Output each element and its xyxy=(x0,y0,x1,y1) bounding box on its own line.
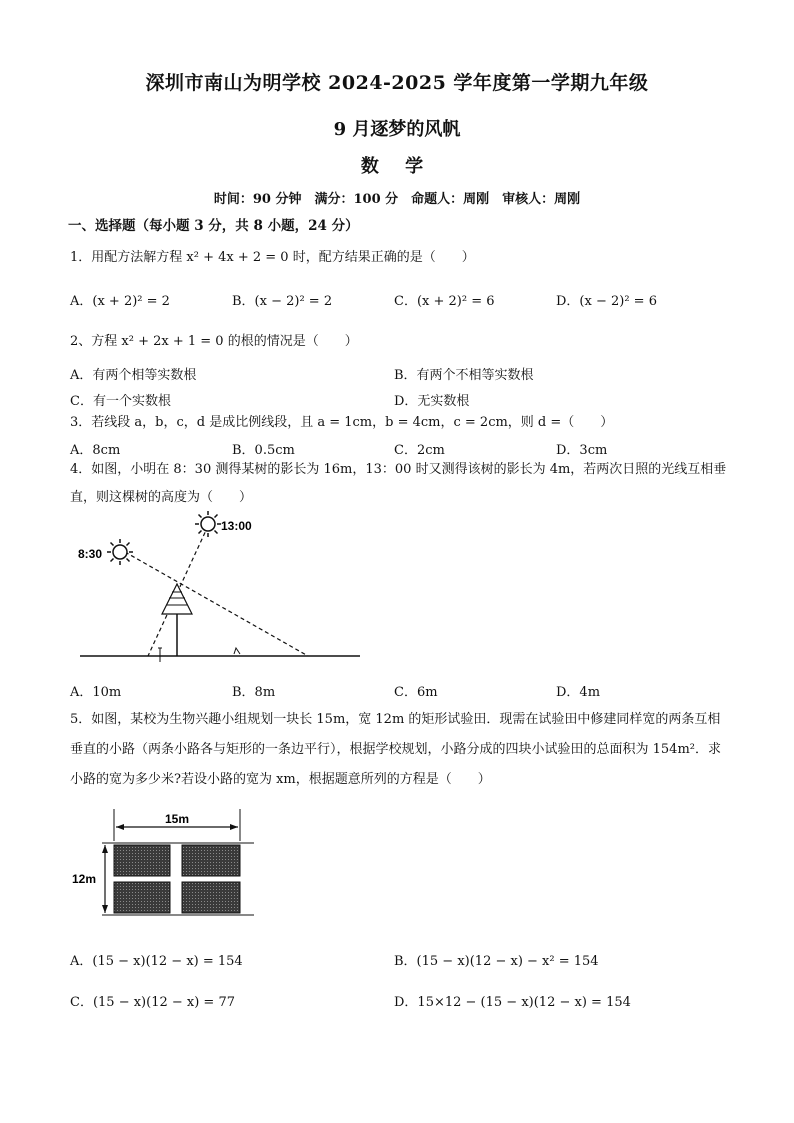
question-1-option-a: A．(x + 2)² = 2 xyxy=(70,294,170,309)
question-4-option-d: D．4m xyxy=(556,685,601,700)
question-3-option-b: B．0.5cm xyxy=(232,443,295,458)
question-3-option-d: D．3cm xyxy=(556,443,608,458)
question-4-option-a: A．10m xyxy=(70,685,122,700)
question-1-stem: 1．用配方法解方程 x² + 4x + 2 = 0 时，配方结果正确的是（ ） xyxy=(70,250,475,265)
question-1-option-b: B．(x − 2)² = 2 xyxy=(232,294,333,309)
ground-tick xyxy=(234,648,240,654)
question-1-option-c: C．(x + 2)² = 6 xyxy=(394,294,495,309)
plot-top-right xyxy=(182,845,240,876)
question-1-option-d: D．(x − 2)² = 6 xyxy=(556,294,657,309)
question-3-option-a: A．8cm xyxy=(70,443,121,458)
question-2-option-a: A．有两个相等实数根 xyxy=(70,368,197,383)
question-3-option-c: C．2cm xyxy=(394,443,445,458)
question-4-option-b: B．8m xyxy=(232,685,276,700)
field-figure xyxy=(72,805,272,925)
morning-sun-icon xyxy=(107,539,133,565)
morning-ray xyxy=(125,552,308,656)
tree-shadow-figure xyxy=(70,508,370,668)
section-heading: 一、选择题（每小题 3 分，共 8 小题，24 分） xyxy=(68,218,359,234)
width-label: 15m xyxy=(165,812,190,826)
question-5-option-d: D．15×12 − (15 − x)(12 − x) = 154 xyxy=(394,995,631,1010)
exam-subtitle: 9 月逐梦的风帆 xyxy=(333,119,461,140)
question-4-option-c: C．6m xyxy=(394,685,438,700)
exam-info: 时间：90 分钟 满分：100 分 命题人：周刚 审核人：周刚 xyxy=(213,192,581,207)
question-2-option-c: C．有一个实数根 xyxy=(70,394,171,409)
tree-crown xyxy=(162,584,192,614)
question-2-option-d: D．无实数根 xyxy=(394,394,470,409)
exam-subject: 数 学 xyxy=(360,156,434,177)
question-5-option-a: A．(15 − x)(12 − x) = 154 xyxy=(70,954,243,969)
noon-time-label: 13:00 xyxy=(221,519,252,533)
morning-time-label: 8:30 xyxy=(78,547,103,561)
question-2-option-b: B．有两个不相等实数根 xyxy=(394,368,534,383)
exam-title: 深圳市南山为明学校 2024-2025 学年度第一学期九年级 xyxy=(145,72,649,94)
question-5-stem: 5．如图，某校为生物兴趣小组规划一块长 15m，宽 12m 的矩形试验田．现需在试验田中修建同样宽的两条互相垂直的小路（两条小路各与矩形的一条边平行），根据学校规划，小路分成的四块小试验田的总面积为 154m²．求小路的宽为多少米?若设小路的宽为 xm，根据题意所列的方程是（ ） xyxy=(70,712,721,787)
question-2-stem: 2、方程 x² + 2x + 1 = 0 的根的情况是（ ） xyxy=(70,334,358,349)
ground-tick xyxy=(158,648,162,662)
height-label: 12m xyxy=(72,872,97,886)
plot-top-left xyxy=(114,845,170,876)
plot-bottom-left xyxy=(114,882,170,913)
plot-bottom-right xyxy=(182,882,240,913)
question-5-option-c: C．(15 − x)(12 − x) = 77 xyxy=(70,995,235,1010)
question-3-stem: 3．若线段 a，b，c，d 是成比例线段，且 a = 1cm，b = 4cm，c = 2cm，则 d =（ ） xyxy=(70,415,614,430)
question-5-option-b: B．(15 − x)(12 − x) − x² = 154 xyxy=(394,954,599,969)
question-4-stem: 4．如图，小明在 8：30 测得某树的影长为 16m，13：00 时又测得该树的影长为 4m，若两次日照的光线互相垂直，则这棵树的高度为（ ） xyxy=(70,462,727,505)
noon-sun-icon xyxy=(195,511,221,537)
